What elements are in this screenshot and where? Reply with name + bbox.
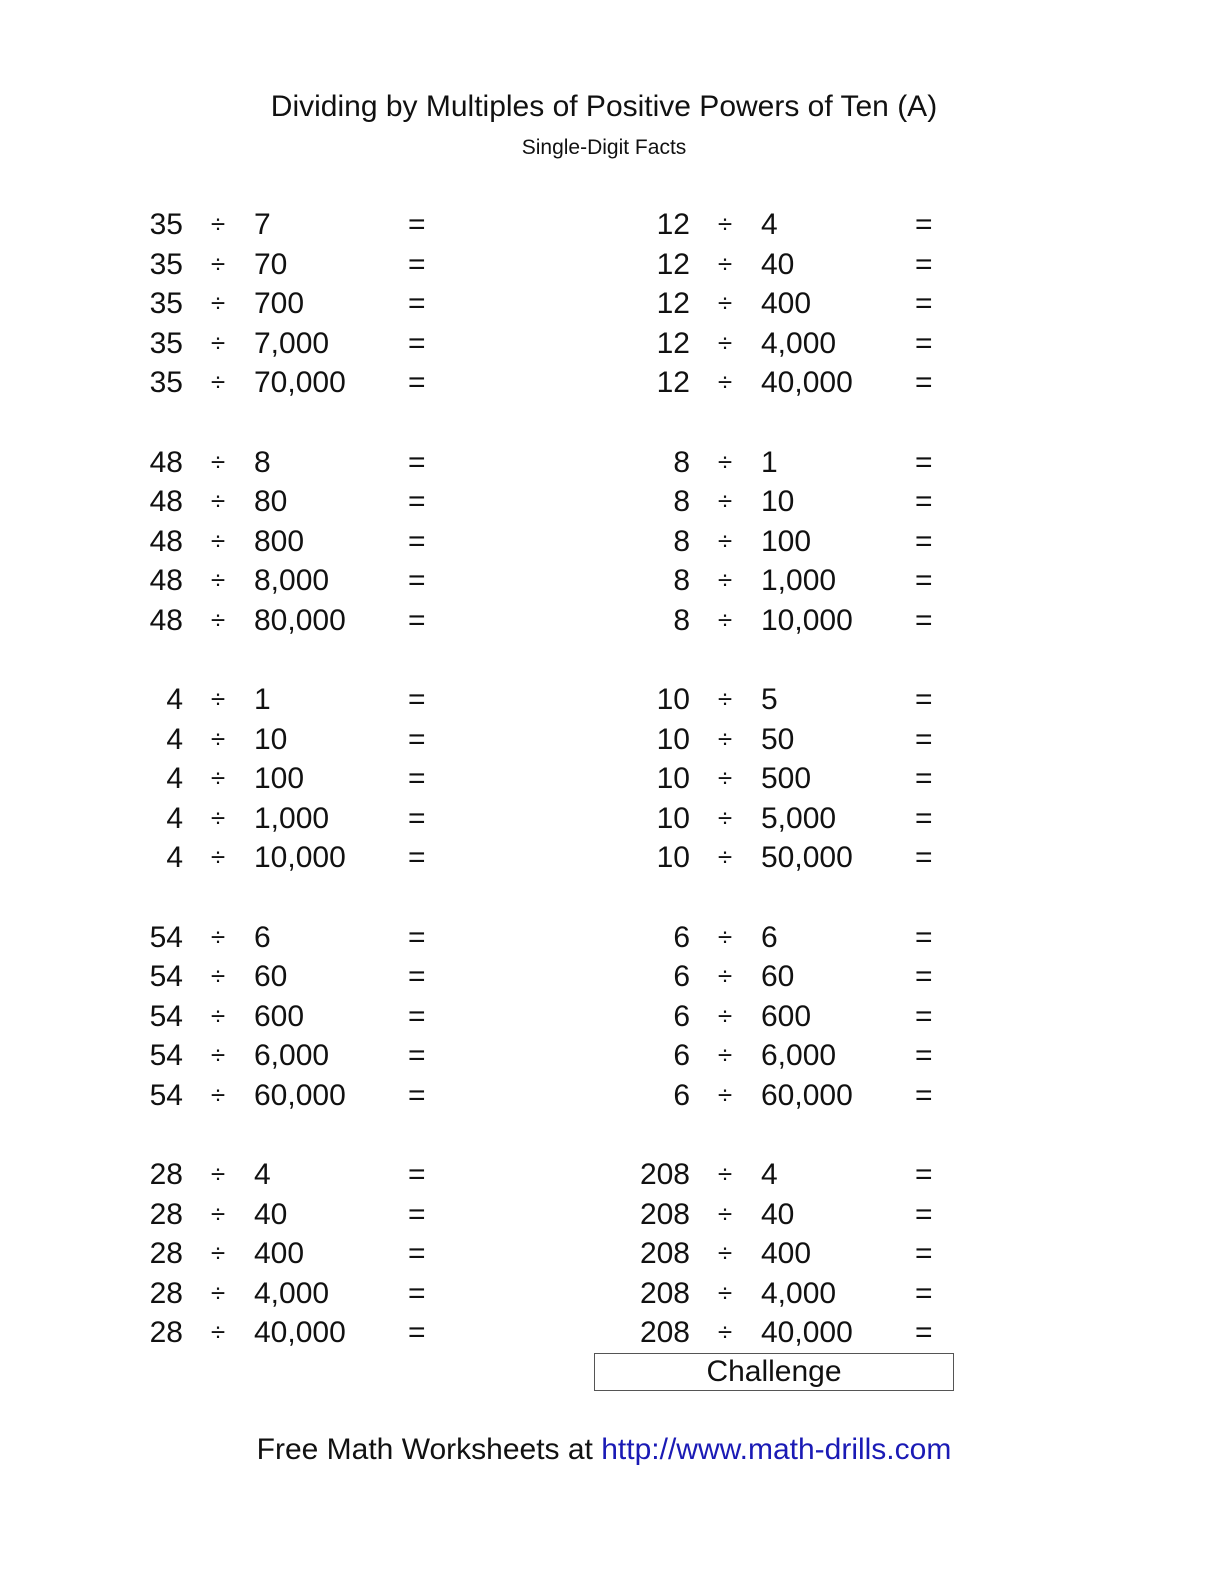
divisor: 700 (254, 287, 305, 320)
divisor: 6 (254, 920, 271, 954)
dividend: 6 (673, 999, 690, 1033)
problem-row (130, 324, 450, 364)
divisor: 6,000 (761, 1039, 837, 1072)
dividend: 4 (166, 841, 183, 874)
equals-sign: = (915, 801, 933, 835)
equals-sign: = (408, 564, 426, 597)
problem-row (637, 284, 957, 324)
problem-row (130, 245, 450, 285)
equals-sign: = (408, 683, 426, 716)
divisor: 4 (761, 208, 778, 241)
division-sign: ÷ (210, 446, 226, 477)
equals-sign: = (408, 999, 426, 1033)
problem-row (637, 680, 957, 720)
dividend: 10 (656, 722, 690, 756)
dividend: 6 (673, 920, 690, 954)
dividend: 12 (656, 208, 690, 241)
divisor: 400 (254, 1237, 305, 1270)
division-sign: ÷ (210, 604, 226, 635)
problem-row (637, 957, 957, 997)
divisor: 40,000 (761, 1316, 853, 1349)
dividend: 208 (639, 1237, 690, 1270)
divisor: 10,000 (761, 603, 853, 637)
left-column (130, 205, 450, 1353)
equals-sign: = (915, 960, 933, 993)
equals-sign: = (915, 524, 933, 558)
divisor: 500 (761, 762, 812, 795)
equals-sign: = (408, 326, 426, 360)
divisor: 100 (254, 762, 305, 795)
dividend: 54 (149, 920, 183, 954)
dividend: 12 (656, 366, 690, 399)
dividend: 208 (639, 1158, 690, 1191)
dividend: 28 (149, 1276, 183, 1310)
division-sign: ÷ (210, 1277, 226, 1308)
division-sign: ÷ (717, 684, 733, 714)
problem-row (130, 918, 450, 958)
divisor: 40 (254, 1197, 288, 1231)
equals-sign: = (915, 1276, 933, 1310)
division-sign: ÷ (210, 842, 226, 872)
problem-row (130, 1076, 450, 1116)
divisor: 4 (254, 1158, 271, 1191)
problem-row (130, 1036, 450, 1076)
dividend: 4 (166, 762, 183, 795)
division-sign: ÷ (210, 723, 226, 754)
equals-sign: = (408, 445, 426, 479)
equals-sign: = (915, 1039, 933, 1072)
dividend: 54 (149, 960, 183, 993)
divisor: 40,000 (254, 1316, 346, 1349)
divisor: 8,000 (254, 564, 330, 597)
division-sign: ÷ (717, 486, 733, 516)
division-sign: ÷ (717, 446, 733, 477)
divisor: 40,000 (761, 366, 853, 399)
equals-sign: = (915, 1197, 933, 1231)
problem-row (130, 799, 450, 839)
division-sign: ÷ (717, 1159, 733, 1189)
divisor: 40 (761, 1197, 795, 1231)
dividend: 8 (673, 445, 690, 479)
divisor: 4 (761, 1158, 778, 1191)
divisor: 40 (761, 247, 795, 281)
division-sign: ÷ (717, 1317, 733, 1347)
equals-sign: = (408, 208, 426, 241)
equals-sign: = (408, 247, 426, 281)
problem-row (130, 759, 450, 799)
dividend: 6 (673, 960, 690, 993)
divisor: 10,000 (254, 841, 346, 874)
problem-row (130, 561, 450, 601)
division-sign: ÷ (210, 921, 226, 952)
dividend: 6 (673, 1078, 690, 1112)
equals-sign: = (915, 1158, 933, 1191)
page-subtitle: Single-Digit Facts (521, 136, 687, 159)
equals-sign: = (915, 366, 933, 399)
page-title: Dividing by Multiples of Positive Powers of Ten (A) (270, 90, 938, 123)
footer (0, 1433, 1208, 1467)
dividend: 12 (656, 287, 690, 320)
equals-sign: = (408, 1197, 426, 1231)
dividend: 35 (149, 287, 183, 320)
equals-sign: = (408, 366, 426, 399)
division-sign: ÷ (210, 1198, 226, 1229)
divisor: 1,000 (254, 801, 330, 835)
division-sign: ÷ (210, 288, 226, 318)
divisor: 60 (761, 960, 795, 993)
equals-sign: = (408, 1158, 426, 1191)
dividend: 6 (673, 1039, 690, 1072)
divisor: 10 (254, 722, 288, 756)
divisor: 4,000 (254, 1276, 330, 1310)
division-sign: ÷ (717, 1000, 733, 1031)
challenge-label: Challenge (594, 1353, 954, 1391)
division-sign: ÷ (717, 763, 733, 793)
dividend: 35 (149, 326, 183, 360)
divisor: 70 (254, 247, 288, 281)
dividend: 12 (656, 326, 690, 360)
dividend: 10 (656, 683, 690, 716)
problem-row (130, 838, 450, 878)
divisor: 400 (761, 287, 812, 320)
division-sign: ÷ (717, 525, 733, 556)
division-sign: ÷ (717, 565, 733, 595)
equals-sign: = (408, 762, 426, 795)
dividend: 54 (149, 999, 183, 1033)
problem-row (637, 363, 957, 403)
equals-sign: = (915, 683, 933, 716)
dividend: 8 (673, 485, 690, 518)
problem-row (637, 601, 957, 641)
equals-sign: = (915, 841, 933, 874)
dividend: 4 (166, 683, 183, 716)
dividend: 35 (149, 247, 183, 281)
division-sign: ÷ (210, 1159, 226, 1189)
division-sign: ÷ (210, 565, 226, 595)
division-sign: ÷ (210, 1079, 226, 1110)
right-column (637, 205, 957, 1353)
equals-sign: = (408, 524, 426, 558)
division-sign: ÷ (717, 842, 733, 872)
divisor: 50,000 (761, 841, 853, 874)
problem-row (637, 1195, 957, 1235)
division-sign: ÷ (717, 288, 733, 318)
divisor: 1 (254, 683, 271, 716)
dividend: 208 (639, 1276, 690, 1310)
equals-sign: = (915, 564, 933, 597)
dividend: 28 (149, 1158, 183, 1191)
division-sign: ÷ (210, 248, 226, 279)
equals-sign: = (915, 485, 933, 518)
division-sign: ÷ (717, 921, 733, 952)
dividend: 54 (149, 1078, 183, 1112)
divisor: 80 (254, 485, 288, 518)
problem-row (130, 205, 450, 245)
equals-sign: = (915, 445, 933, 479)
problem-row (130, 1274, 450, 1314)
division-sign: ÷ (717, 1040, 733, 1070)
divisor: 70,000 (254, 366, 346, 399)
problem-row (637, 482, 957, 522)
dividend: 8 (673, 564, 690, 597)
divisor: 1,000 (761, 564, 837, 597)
divisor: 6 (761, 920, 778, 954)
divisor: 6,000 (254, 1039, 330, 1072)
division-sign: ÷ (210, 486, 226, 516)
problem-row (130, 1234, 450, 1274)
division-sign: ÷ (210, 802, 226, 833)
dividend: 54 (149, 1039, 183, 1072)
dividend: 48 (149, 524, 183, 558)
problem-row (637, 561, 957, 601)
divisor: 100 (761, 524, 812, 558)
dividend: 10 (656, 762, 690, 795)
equals-sign: = (915, 208, 933, 241)
division-sign: ÷ (717, 604, 733, 635)
problem-row (637, 918, 957, 958)
divisor: 5 (761, 683, 778, 716)
divisor: 5,000 (761, 801, 837, 835)
divisor: 7,000 (254, 326, 330, 360)
dividend: 48 (149, 564, 183, 597)
divisor: 1 (761, 445, 778, 479)
equals-sign: = (408, 1039, 426, 1072)
divisor: 600 (761, 999, 812, 1033)
divisor: 60,000 (761, 1078, 853, 1112)
equals-sign: = (408, 1078, 426, 1112)
division-sign: ÷ (717, 209, 733, 239)
dividend: 28 (149, 1237, 183, 1270)
division-sign: ÷ (210, 1040, 226, 1070)
problem-row (637, 1036, 957, 1076)
problem-row (130, 522, 450, 562)
problem-row (130, 957, 450, 997)
problem-row (637, 838, 957, 878)
dividend: 4 (166, 801, 183, 835)
divisor: 7 (254, 208, 271, 241)
problem-row (130, 1313, 450, 1353)
equals-sign: = (915, 326, 933, 360)
division-sign: ÷ (717, 1277, 733, 1308)
problem-row (637, 1234, 957, 1274)
division-sign: ÷ (717, 802, 733, 833)
equals-sign: = (915, 999, 933, 1033)
divisor: 4,000 (761, 1276, 837, 1310)
problem-row (637, 1313, 957, 1353)
equals-sign: = (915, 247, 933, 281)
problem-row (130, 680, 450, 720)
problem-row (637, 720, 957, 760)
problem-row (637, 1155, 957, 1195)
dividend: 35 (149, 208, 183, 241)
equals-sign: = (915, 603, 933, 637)
dividend: 8 (673, 603, 690, 637)
equals-sign: = (915, 1237, 933, 1270)
dividend: 208 (639, 1316, 690, 1349)
dividend: 48 (149, 445, 183, 479)
division-sign: ÷ (210, 1000, 226, 1031)
footer-link[interactable]: http://www.math-drills.com (601, 1433, 952, 1466)
division-sign: ÷ (210, 209, 226, 239)
equals-sign: = (408, 1237, 426, 1270)
divisor: 60,000 (254, 1078, 346, 1112)
dividend: 35 (149, 366, 183, 399)
division-sign: ÷ (210, 327, 226, 358)
problem-row (637, 1274, 957, 1314)
divisor: 60 (254, 960, 288, 993)
dividend: 28 (149, 1316, 183, 1349)
problem-row (637, 245, 957, 285)
problem-row (637, 443, 957, 483)
problem-row (130, 443, 450, 483)
divisor: 4,000 (761, 326, 837, 360)
problem-row (130, 363, 450, 403)
divisor: 400 (761, 1237, 812, 1270)
division-sign: ÷ (717, 961, 733, 991)
problem-row (130, 601, 450, 641)
problem-row (637, 997, 957, 1037)
problem-row (637, 324, 957, 364)
dividend: 208 (639, 1197, 690, 1231)
equals-sign: = (915, 920, 933, 954)
dividend: 4 (166, 722, 183, 756)
problem-row (130, 720, 450, 760)
equals-sign: = (408, 801, 426, 835)
division-sign: ÷ (210, 1317, 226, 1347)
divisor: 800 (254, 524, 305, 558)
division-sign: ÷ (210, 961, 226, 991)
divisor: 80,000 (254, 603, 346, 637)
problem-row (130, 1195, 450, 1235)
divisor: 50 (761, 722, 795, 756)
equals-sign: = (408, 722, 426, 756)
division-sign: ÷ (210, 684, 226, 714)
equals-sign: = (915, 287, 933, 320)
division-sign: ÷ (717, 248, 733, 279)
dividend: 48 (149, 603, 183, 637)
division-sign: ÷ (717, 1238, 733, 1268)
division-sign: ÷ (717, 327, 733, 358)
equals-sign: = (408, 841, 426, 874)
equals-sign: = (408, 287, 426, 320)
dividend: 12 (656, 247, 690, 281)
problem-row (130, 482, 450, 522)
division-sign: ÷ (717, 1079, 733, 1110)
dividend: 48 (149, 485, 183, 518)
divisor: 8 (254, 445, 271, 479)
problem-row (130, 1155, 450, 1195)
equals-sign: = (408, 960, 426, 993)
division-sign: ÷ (717, 723, 733, 754)
problem-row (130, 284, 450, 324)
equals-sign: = (408, 1276, 426, 1310)
dividend: 28 (149, 1197, 183, 1231)
divisor: 600 (254, 999, 305, 1033)
divisor: 10 (761, 485, 795, 518)
equals-sign: = (915, 1316, 933, 1349)
equals-sign: = (408, 485, 426, 518)
division-sign: ÷ (210, 525, 226, 556)
equals-sign: = (408, 603, 426, 637)
equals-sign: = (915, 1078, 933, 1112)
equals-sign: = (915, 762, 933, 795)
dividend: 8 (673, 524, 690, 558)
dividend: 10 (656, 841, 690, 874)
division-sign: ÷ (210, 367, 226, 397)
equals-sign: = (915, 722, 933, 756)
problem-row (130, 997, 450, 1037)
division-sign: ÷ (717, 367, 733, 397)
problem-row (637, 205, 957, 245)
equals-sign: = (408, 920, 426, 954)
footer-text: Free Math Worksheets at (256, 1433, 602, 1466)
problem-row (637, 799, 957, 839)
division-sign: ÷ (717, 1198, 733, 1229)
problem-row (637, 759, 957, 799)
equals-sign: = (408, 1316, 426, 1349)
division-sign: ÷ (210, 1238, 226, 1268)
problem-row (637, 522, 957, 562)
problem-row (637, 1076, 957, 1116)
dividend: 10 (656, 801, 690, 835)
division-sign: ÷ (210, 763, 226, 793)
